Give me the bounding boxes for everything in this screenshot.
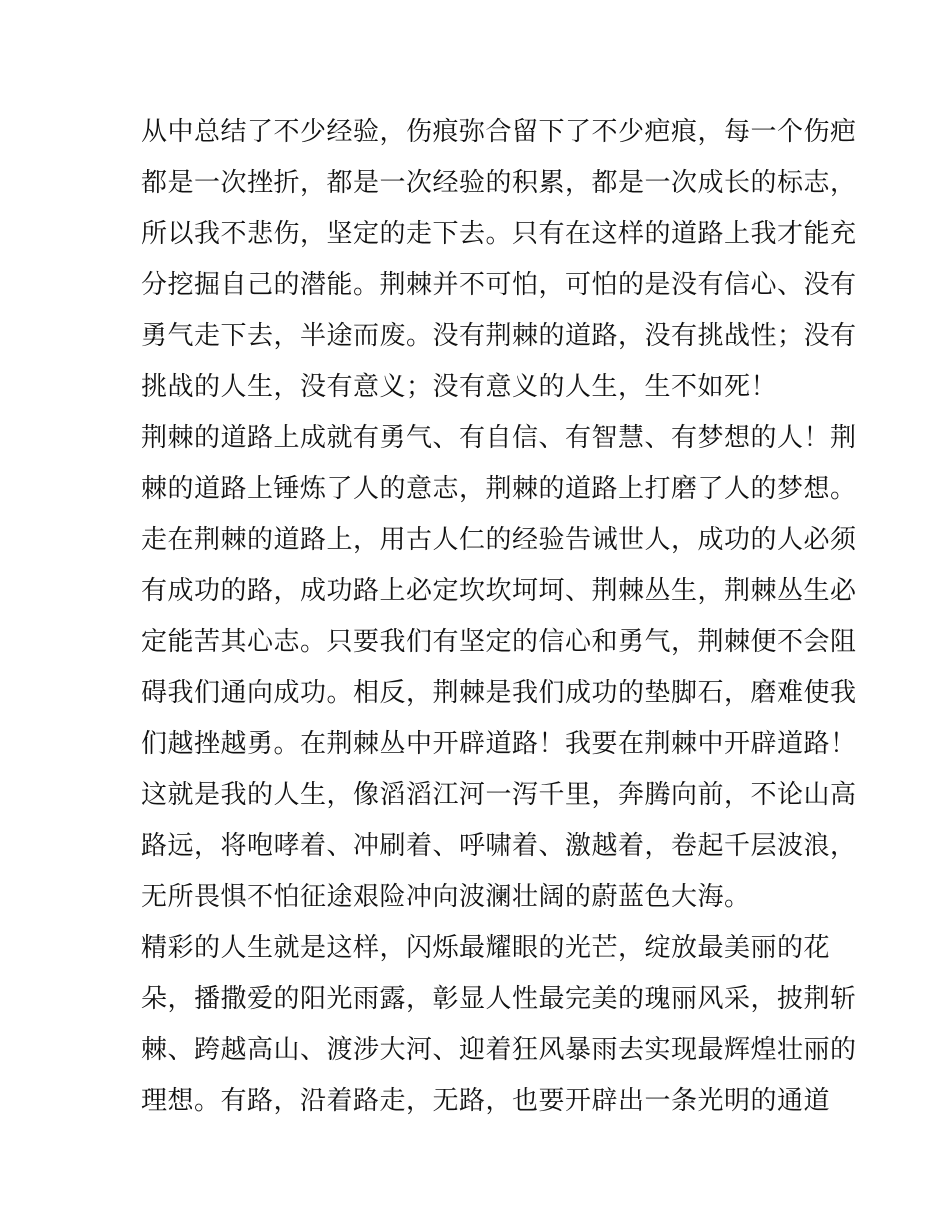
text-line-5: 勇气走下去，半途而废。没有荆棘的道路，没有挑战性；没有	[141, 321, 857, 351]
text-line-12: 碍我们通向成功。相反，荆棘是我们成功的垫脚石，磨难使我	[141, 678, 857, 708]
text-line-19: 棘、跨越高山、渡涉大河、迎着狂风暴雨去实现最辉煌壮丽的	[141, 1035, 857, 1065]
text-line-11: 定能苦其心志。只要我们有坚定的信心和勇气，荆棘便不会阻	[141, 627, 857, 657]
text-line-15: 路远，将咆哮着、冲刷着、呼啸着、激越着，卷起千层波浪，	[141, 831, 857, 861]
text-line-1: 从中总结了不少经验，伤痕弥合留下了不少疤痕，每一个伤疤	[141, 117, 857, 147]
text-line-9: 走在荆棘的道路上，用古人仁的经验告诫世人，成功的人必须	[141, 525, 857, 555]
text-line-14: 这就是我的人生，像滔滔江河一泻千里，奔腾向前，不论山高	[141, 780, 857, 810]
text-line-16: 无所畏惧不怕征途艰险冲向波澜壮阔的蔚蓝色大海。	[141, 882, 751, 912]
text-line-4: 分挖掘自己的潜能。荆棘并不可怕，可怕的是没有信心、没有	[141, 270, 857, 300]
text-line-18: 朵，播撒爱的阳光雨露，彰显人性最完美的瑰丽风采，披荆斩	[141, 984, 857, 1014]
text-line-10: 有成功的路，成功路上必定坎坎坷坷、荆棘丛生，荆棘丛生必	[141, 576, 857, 606]
text-line-6: 挑战的人生，没有意义；没有意义的人生，生不如死！	[141, 372, 778, 402]
text-line-8: 棘的道路上锤炼了人的意志，荆棘的道路上打磨了人的梦想。	[141, 474, 857, 504]
text-line-2: 都是一次挫折，都是一次经验的积累，都是一次成长的标志，	[141, 168, 857, 198]
text-line-20: 理想。有路，沿着路走，无路，也要开辟出一条光明的通道	[141, 1086, 831, 1116]
text-line-17: 精彩的人生就是这样，闪烁最耀眼的光芒，绽放最美丽的花	[141, 933, 831, 963]
text-line-13: 们越挫越勇。在荆棘丛中开辟道路！我要在荆棘中开辟道路！	[141, 729, 857, 759]
text-line-3: 所以我不悲伤，坚定的走下去。只有在这样的道路上我才能充	[141, 219, 857, 249]
text-line-7: 荆棘的道路上成就有勇气、有自信、有智慧、有梦想的人！荆	[141, 423, 857, 453]
document-body-text	[141, 107, 857, 1127]
